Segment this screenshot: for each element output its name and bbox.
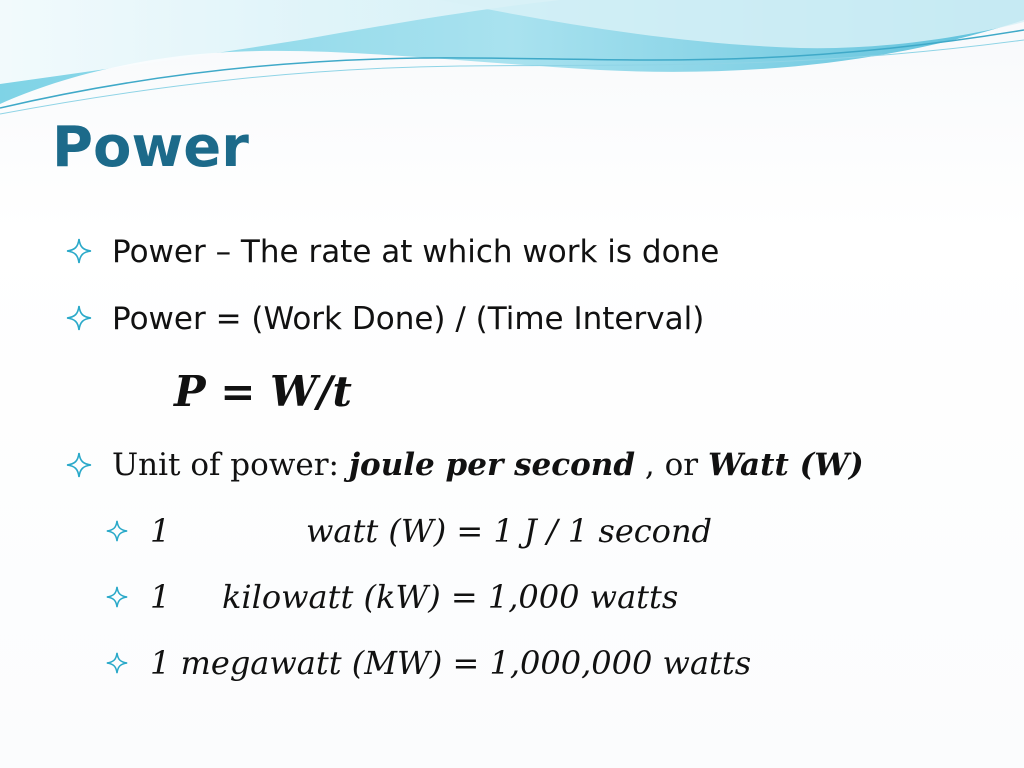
- bullet-equation-words: Power = (Work Done) / (Time Interval): [112, 301, 705, 337]
- four-point-star-icon: [66, 305, 92, 331]
- sub-bullet-megawatt: 1 megawatt (MW) = 1,000,000 watts: [150, 644, 752, 682]
- unit-prefix: Unit of power:: [112, 447, 349, 483]
- four-point-star-icon: [106, 520, 128, 542]
- four-point-star-icon: [106, 652, 128, 674]
- four-point-star-icon: [66, 238, 92, 264]
- slide-title: Power: [52, 115, 249, 180]
- sub-bullet-kilowatt-number: 1: [150, 578, 171, 616]
- sub-bullet-watt-number: 1: [150, 512, 171, 550]
- power-formula: P = W/t: [174, 367, 352, 416]
- bullet-unit-of-power: [112, 444, 864, 486]
- unit-joule-per-second: joule per second: [348, 447, 636, 483]
- four-point-star-icon: [106, 586, 128, 608]
- unit-or: , or: [635, 447, 708, 483]
- bullet-definition: Power – The rate at which work is done: [112, 234, 720, 270]
- four-point-star-icon: [66, 452, 92, 478]
- unit-watt: Watt (W): [707, 447, 864, 483]
- sub-bullet-watt: watt (W) = 1 J / 1 second: [306, 512, 713, 550]
- sub-bullet-kilowatt: kilowatt (kW) = 1,000 watts: [222, 578, 679, 616]
- header-wave-decoration: [0, 0, 1024, 120]
